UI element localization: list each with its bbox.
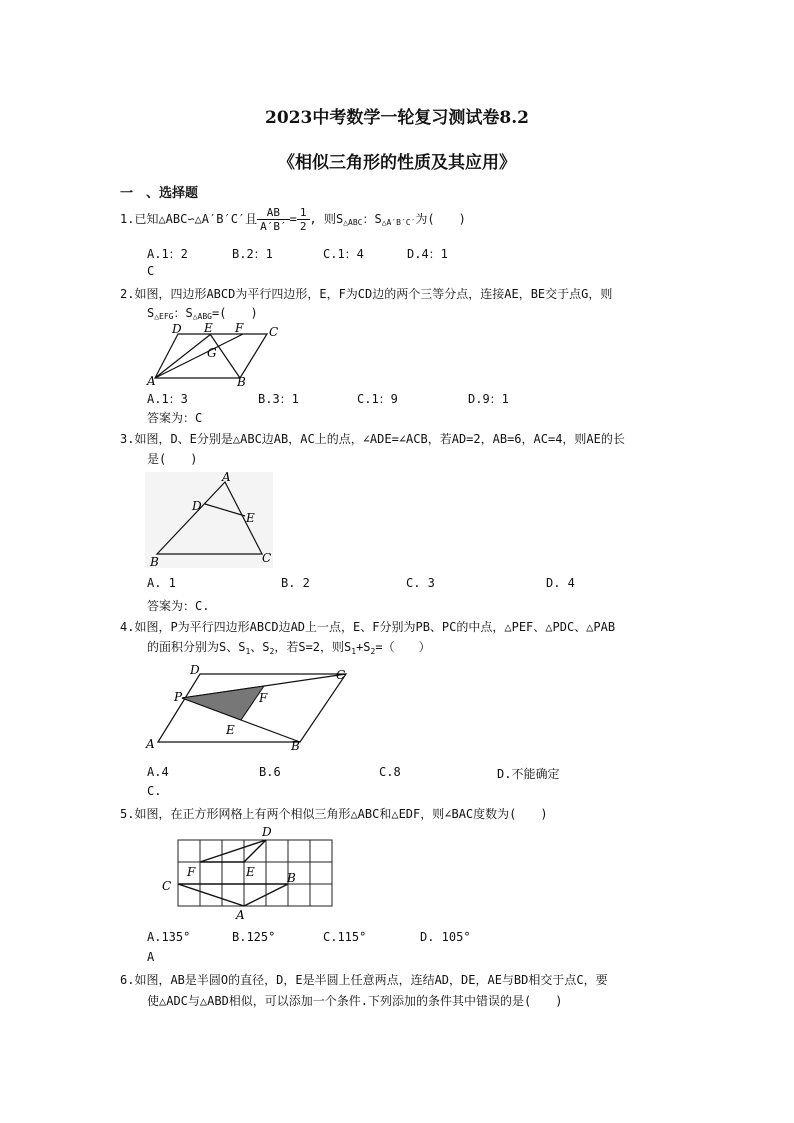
- q2-sub1: △EFG: [154, 312, 174, 321]
- section-heading: 一 、选择题: [120, 186, 199, 201]
- q1-fraction-ab: [257, 206, 290, 233]
- q3-label-a: A: [222, 472, 231, 484]
- q1-option-d: D.4：1: [407, 247, 448, 261]
- q1-colon: ：S: [362, 212, 382, 226]
- page-title: 2023中考数学一轮复习测试卷8.2: [265, 108, 529, 128]
- q1-s2-sub: △A′B′C′: [381, 218, 416, 227]
- q4-label-c: C: [336, 668, 346, 682]
- q3-option-d: D. 4: [546, 576, 575, 590]
- q4-l2-d: +S: [356, 640, 371, 654]
- q2-sub2: △ABG: [192, 312, 212, 321]
- q5-option-b: B.125°: [232, 930, 276, 944]
- q4-sub-1a: 1: [245, 647, 251, 656]
- q2-option-a: A.1：3: [147, 392, 188, 406]
- q3-option-c: C. 3: [406, 576, 435, 590]
- q2-parallelogram-figure: [140, 322, 290, 388]
- q1-option-c: C.1：4: [323, 247, 364, 261]
- q1-option-b: B.2：1: [232, 247, 273, 261]
- q1-prefix: 1.已知△ABC∽△A′B′C′且: [120, 212, 258, 226]
- q4-answer: C.: [147, 784, 162, 798]
- q3-option-a: A. 1: [147, 576, 176, 590]
- q1-answer: C: [147, 264, 155, 278]
- q5-label-c: C: [162, 879, 172, 893]
- q1-frac2-den: 2: [299, 220, 307, 233]
- q2-mid: ：S: [173, 306, 193, 320]
- q3-label-d: D: [192, 499, 202, 513]
- q5-option-c: C.115°: [323, 930, 367, 944]
- q2-label-a: A: [147, 374, 156, 388]
- q4-option-a: A.4: [147, 765, 169, 779]
- q5-option-a: A.135°: [147, 930, 191, 944]
- q5-grid: [178, 840, 332, 906]
- q4-l2-e: =（ ）: [375, 640, 431, 654]
- q1-frac1-den: A′B′: [260, 220, 287, 233]
- page-subtitle: 《相似三角形的性质及其应用》: [278, 153, 516, 173]
- q2-option-c: C.1：9: [357, 392, 398, 406]
- q4-l2-a: 的面积分别为S、S: [147, 640, 246, 654]
- q3-triangle-figure: [145, 472, 273, 568]
- q4-option-b: B.6: [259, 765, 281, 779]
- question-4-line2: [147, 638, 431, 661]
- q1-frac2-num: 1: [297, 206, 310, 220]
- q4-label-p: P: [174, 690, 183, 704]
- q2-option-b: B.3：1: [258, 392, 299, 406]
- q2-option-d: D.9：1: [468, 392, 509, 406]
- q4-l2-b: 、S: [250, 640, 270, 654]
- q3-label-c: C: [262, 551, 272, 565]
- q2-label-g: G: [207, 346, 217, 360]
- q2-answer: 答案为：C: [147, 411, 203, 425]
- q4-label-f: F: [259, 691, 268, 705]
- question-5-line1: 5.如图，在正方形网格上有两个相似三角形△ABC和△EDF，则∠BAC度数为( ): [120, 807, 548, 821]
- q2-label-b: B: [237, 375, 246, 388]
- q1-frac1-num: AB: [257, 206, 290, 220]
- q5-label-a: A: [236, 908, 245, 922]
- q4-sub-2a: 2: [269, 647, 275, 656]
- q5-option-d: D. 105°: [420, 930, 471, 944]
- q4-option-d: D.不能确定: [497, 767, 560, 781]
- q1-s1-sub: △ABC: [343, 218, 363, 227]
- q1-fraction-half: [297, 206, 310, 233]
- q1-mid: , 则S: [309, 212, 344, 226]
- q4-option-c: C.8: [379, 765, 401, 779]
- q4-sub-1b: 1: [351, 647, 357, 656]
- q3-label-e: E: [246, 511, 255, 525]
- q5-label-e: E: [246, 865, 255, 879]
- q5-label-f: F: [187, 865, 196, 879]
- q2-s: S: [147, 306, 155, 320]
- question-6-line1: 6.如图，AB是半圆O的直径，D，E是半圆上任意两点，连结AD，DE，AE与BD相交于点C，要: [120, 973, 608, 987]
- q5-answer: A: [147, 950, 155, 964]
- q4-sub-2b: 2: [370, 647, 376, 656]
- q1-suffix: 为( ): [415, 212, 466, 226]
- q2-end: =( ): [212, 306, 258, 320]
- question-6-line2: 使△ADC与△ABD相似，可以添加一个条件.下列添加的条件其中错误的是( ): [147, 994, 563, 1008]
- q4-parallelogram-figure: [140, 660, 355, 752]
- q1-option-a: A.1：2: [147, 247, 188, 261]
- question-2-line1: 2.如图，四边形ABCD为平行四边形，E，F为CD边的两个三等分点，连接AE，BE交于点G，则: [120, 287, 613, 301]
- question-1-stem: [120, 206, 466, 233]
- q2-label-d: D: [172, 322, 182, 336]
- q5-grid-figure: [158, 822, 343, 922]
- q3-option-b: B. 2: [281, 576, 310, 590]
- q4-l2-c: ，若S=2，则S: [274, 640, 352, 654]
- q3-answer: 答案为：C.: [147, 599, 210, 613]
- q5-label-d: D: [262, 825, 272, 839]
- q4-shaded-triangle: [182, 686, 264, 720]
- q1-eq: =: [289, 212, 297, 226]
- question-4-line1: 4.如图，P为平行四边形ABCD边AD上一点，E、F分别为PB、PC的中点，△PEF、△PDC、△PAB: [120, 620, 616, 634]
- q2-label-f: F: [235, 322, 244, 335]
- q4-label-e: E: [226, 723, 235, 737]
- q2-label-e: E: [204, 322, 213, 335]
- q3-label-b: B: [150, 555, 159, 568]
- q4-label-d: D: [190, 663, 200, 677]
- q2-label-c: C: [269, 325, 279, 339]
- q4-label-b: B: [291, 739, 300, 752]
- question-3-line1: 3.如图，D、E分别是△ABC边AB，AC上的点，∠ADE=∠ACB，若AD=2，AB=6，AC=4，则AE的长: [120, 432, 625, 446]
- question-3-line2: 是( ): [147, 452, 198, 466]
- q4-label-a: A: [146, 737, 155, 751]
- q5-label-b: B: [287, 871, 296, 885]
